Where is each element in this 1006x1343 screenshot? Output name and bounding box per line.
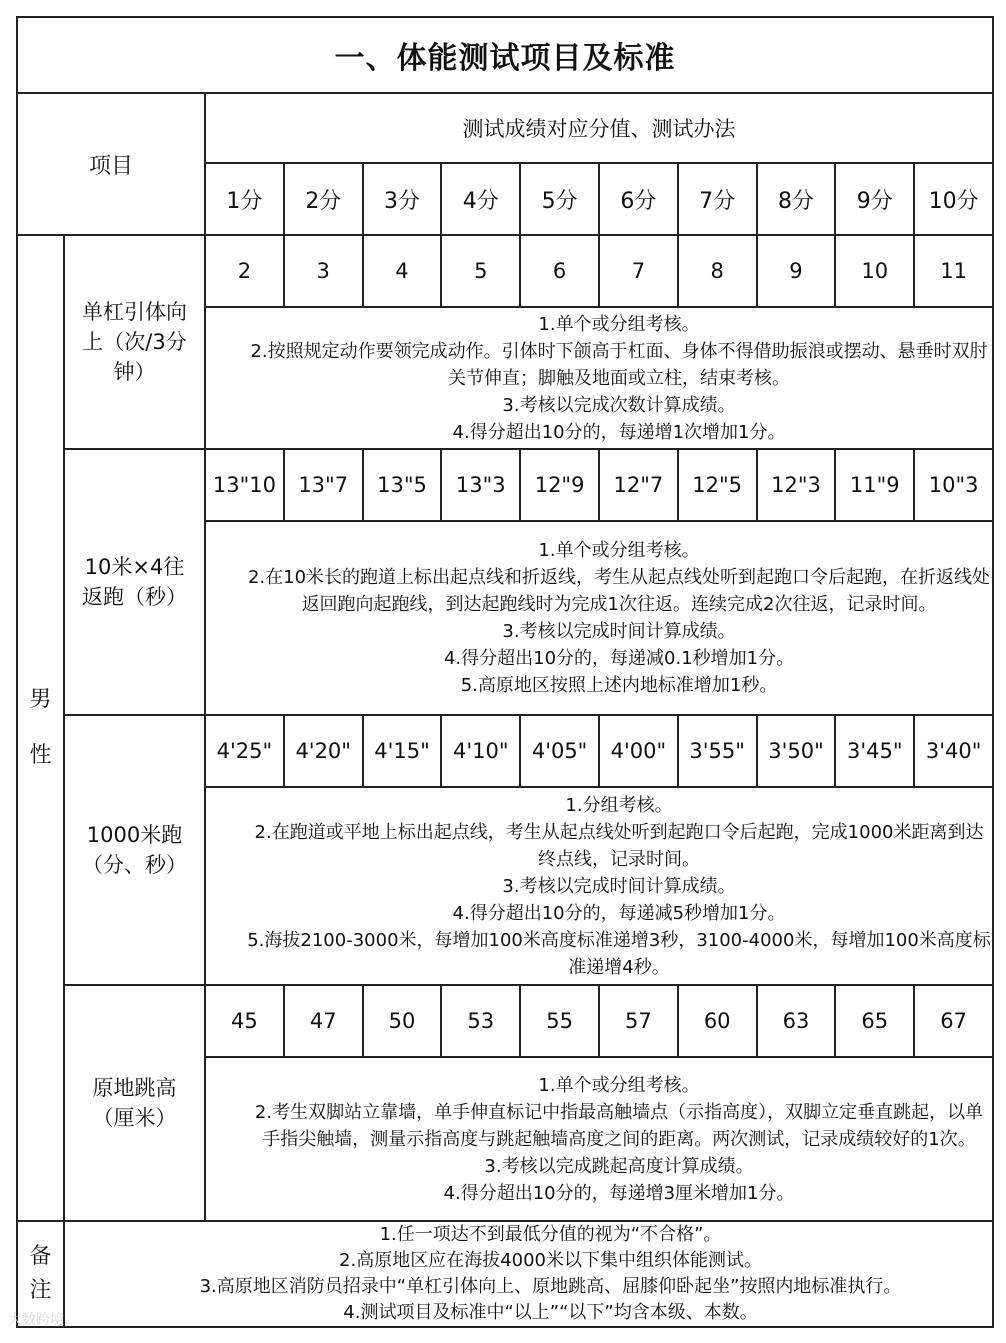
score-value-cell: 12"9 [520, 449, 599, 521]
fitness-standards-table [16, 16, 994, 1328]
item-name-line: （分、秒） [82, 853, 187, 877]
item-name [64, 985, 205, 1221]
score-value-cell: 8 [678, 235, 757, 307]
item-name-line: 钟） [113, 360, 156, 384]
score-header-cell: 6分 [599, 163, 678, 235]
score-value-cell: 47 [284, 985, 363, 1057]
notes-label-char: 注 [29, 1278, 52, 1303]
male-items [17, 235, 993, 1221]
item-values-row [17, 449, 993, 521]
score-value-cell: 10"3 [914, 449, 993, 521]
score-value-cell: 12"3 [757, 449, 836, 521]
score-value-cell: 55 [520, 985, 599, 1057]
method-line: 4.得分超出10分的，每递减0.1秒增加1分。 [443, 648, 795, 669]
score-value-cell: 4 [363, 235, 442, 307]
score-value-cell: 4'10" [441, 715, 520, 787]
score-value-cell: 3 [284, 235, 363, 307]
score-value-cell: 12"7 [599, 449, 678, 521]
score-value-cell: 65 [835, 985, 914, 1057]
item-header: 项目 [17, 93, 205, 235]
score-value-cell: 13"10 [205, 449, 284, 521]
score-value-cell: 12"5 [678, 449, 757, 521]
score-value-cell: 9 [757, 235, 836, 307]
method-line: 3.考核以完成次数计算成绩。 [502, 394, 736, 416]
score-value-cell: 6 [520, 235, 599, 307]
score-header-cell: 5分 [520, 163, 599, 235]
method-line: 2.在10米长的跑道上标出起点线和折返线，考生从起点线处听到起跑口令后起跑，在折返线处返回跑向起跑线，到达起跑线时为完成1次往返。连续完成2次往返，记录时间。 [247, 567, 991, 615]
score-value-cell: 13"3 [441, 449, 520, 521]
item-name-line: 返跑（秒） [82, 585, 187, 609]
item-values-row [17, 235, 993, 307]
method-line: 5.海拔2100-3000米，每增加100米高度标准递增3秒，3100-4000米，每增加100米高度标准递增4秒。 [247, 929, 991, 978]
test-method [205, 307, 993, 449]
score-header-cell: 3分 [363, 163, 442, 235]
score-header-cell: 9分 [835, 163, 914, 235]
score-value-cell: 4'00" [599, 715, 678, 787]
test-method [205, 787, 993, 985]
page-title: 一、体能测试项目及标准 [17, 17, 993, 93]
method-line: 3.考核以完成跳起高度计算成绩。 [484, 1155, 754, 1177]
item-values-row [17, 985, 993, 1057]
score-header-cell: 2分 [284, 163, 363, 235]
item-name [64, 449, 205, 715]
score-value-cell: 13"5 [363, 449, 442, 521]
score-value-cell: 50 [363, 985, 442, 1057]
method-line: 4.得分超出10分的，每递增1次增加1分。 [452, 421, 786, 443]
method-line: 1.分组考核。 [565, 794, 673, 816]
score-header-cell: 4分 [441, 163, 520, 235]
score-value-cell: 67 [914, 985, 993, 1057]
score-value-cell: 10 [835, 235, 914, 307]
score-header-cell: 1分 [205, 163, 284, 235]
score-value-cell: 13"7 [284, 449, 363, 521]
method-line: 1.单个或分组考核。 [538, 1074, 700, 1096]
item-name-line: 上（次/3分 [82, 330, 187, 354]
score-header-cell: 8分 [757, 163, 836, 235]
score-value-cell: 7 [599, 235, 678, 307]
method-line: 2.考生双脚站立靠墙，单手伸直标记中指最高触墙点（示指高度），双脚立定垂直跳起，以单手指尖触墙，测量示指高度与跳起触墙高度之间的距离。两次测试，记录成绩较好的1次。 [254, 1101, 984, 1150]
item-name [64, 235, 205, 449]
note-line: 1.任一项达不到最低分值的视为“不合格”。 [379, 1224, 722, 1245]
method-line: 3.考核以完成时间计算成绩。 [502, 875, 736, 897]
score-value-cell: 53 [441, 985, 520, 1057]
method-line: 2.按照规定动作要领完成动作。引体时下颌高于杠面、身体不得借助振浪或摆动、悬垂时双肘关节伸直；脚触及地面或立柱，结束考核。 [250, 340, 988, 389]
watermark: 大数跨境 [8, 1312, 64, 1328]
item-values-row [17, 715, 993, 787]
note-line: 4.测试项目及标准中“以上”“以下”均含本级、本数。 [343, 1302, 758, 1323]
gender-char: 男 [29, 687, 52, 712]
score-value-cell: 4'05" [520, 715, 599, 787]
score-value-cell: 3'45" [835, 715, 914, 787]
score-value-cell: 4'20" [284, 715, 363, 787]
item-name-line: 单杠引体向 [82, 300, 187, 324]
score-value-cell: 11"9 [835, 449, 914, 521]
score-value-cell: 63 [757, 985, 836, 1057]
score-value-cell: 3'40" [914, 715, 993, 787]
notes-content [64, 1221, 993, 1327]
method-line: 3.考核以完成时间计算成绩。 [502, 621, 736, 642]
method-line: 2.在跑道或平地上标出起点线，考生从起点线处听到起跑口令后起跑，完成1000米距离到达终点线，记录时间。 [254, 821, 984, 870]
method-line: 1.单个或分组考核。 [538, 313, 700, 335]
notes-label-char: 备 [29, 1244, 52, 1269]
item-name-line: （厘米） [92, 1106, 177, 1130]
score-method-header: 测试成绩对应分值、测试办法 [205, 93, 993, 163]
score-value-cell: 57 [599, 985, 678, 1057]
method-line: 1.单个或分组考核。 [538, 540, 700, 561]
method-line: 4.得分超出10分的，每递减5秒增加1分。 [452, 902, 786, 924]
score-value-cell: 2 [205, 235, 284, 307]
method-line: 5.高原地区按照上述内地标准增加1秒。 [460, 675, 778, 696]
method-line: 4.得分超出10分的，每递增3厘米增加1分。 [443, 1182, 795, 1204]
test-method [205, 1057, 993, 1221]
score-value-cell: 11 [914, 235, 993, 307]
score-value-cell: 4'15" [363, 715, 442, 787]
score-value-cell: 60 [678, 985, 757, 1057]
score-value-cell: 5 [441, 235, 520, 307]
score-value-cell: 45 [205, 985, 284, 1057]
gender-char: 性 [29, 743, 52, 768]
score-value-cell: 3'50" [757, 715, 836, 787]
item-name-line: 10米×4往 [84, 555, 185, 579]
item-name-line: 原地跳高 [92, 1076, 177, 1100]
score-value-cell: 4'25" [205, 715, 284, 787]
item-name [64, 715, 205, 985]
item-name-line: 1000米跑 [86, 823, 183, 847]
score-header-cell: 7分 [678, 163, 757, 235]
score-header-cell: 10分 [914, 163, 993, 235]
note-line: 3.高原地区消防员招录中“单杠引体向上、原地跳高、屈膝仰卧起坐”按照内地标准执行。 [199, 1276, 902, 1297]
test-method [205, 521, 993, 715]
note-line: 2.高原地区应在海拔4000米以下集中组织体能测试。 [339, 1250, 762, 1271]
score-value-cell: 3'55" [678, 715, 757, 787]
gender-label [17, 235, 64, 1221]
